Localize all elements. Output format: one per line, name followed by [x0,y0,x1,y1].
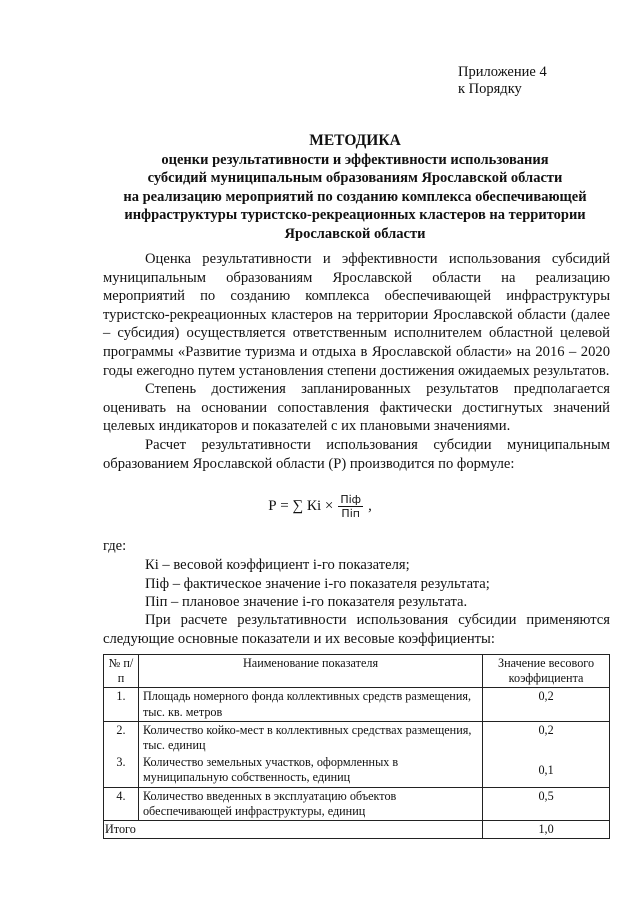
row-name: Площадь номерного фонда коллективных средств размещения, тыс. кв. метров [138,688,482,721]
header-name: Наименование показателя [138,655,482,688]
definition-pif: Піф – фактическое значение i-го показателя результата; [145,575,490,592]
header-number: № п/п [104,655,139,688]
row-name: Количество земельных участков, оформленных в муниципальную собственность, единиц [138,754,482,787]
paragraph-intro: Оценка результативности и эффективности использования субсидий муниципальным образованиям Ярославской области на реализацию мероприятий по созданию комплекса обеспечивающей инфраструктуры туристско-рекреационных кластеров на территории Ярославской области (далее – субсидия) осуществляется ответственным исполнителем областной целевой программы «Развитие туризма и отдыха в Ярославской области» на 2016 – 2020 годы ежегодно путем установления степени достижения ожидаемых результатов. [103,251,610,379]
table-row [104,688,610,721]
row-name: Количество койко-мест в коллективных средствах размещения, тыс. единиц [138,721,482,754]
title-line-1: оценки результативности и эффективности использования [161,151,549,168]
formula-fraction [338,493,363,520]
table-header-row [104,655,610,688]
paragraph-indicators: При расчете результативности использования субсидии применяются следующие основные показатели и их весовые коэффициенты: [103,612,610,647]
document-title [100,132,610,244]
row-name: Количество введенных в эксплуатацию объектов обеспечивающей инфраструктуры, единиц [138,787,482,820]
title-line-4: инфраструктуры туристско-рекреационных кластеров на территории [124,207,586,224]
body-text [103,250,610,473]
header-coefficient: Значение весового коэффициента [483,655,610,688]
table-row [104,721,610,754]
title-line-5: Ярославской области [284,225,426,242]
row-number: 2. [104,721,139,754]
formula [0,493,640,520]
table-total-row [104,821,610,839]
annex-label [458,64,547,98]
formula-denominator: Піп [341,507,360,520]
definitions [103,556,610,612]
indicators-table [103,654,610,839]
formula-numerator: Піф [340,493,362,506]
row-value: 0,1 [483,754,610,787]
row-number: 1. [104,688,139,721]
total-label: Итого [104,821,483,839]
table-row [104,754,610,787]
total-value: 1,0 [483,821,610,839]
row-number: 3. [104,754,139,787]
row-value: 0,2 [483,721,610,754]
formula-tail: , [368,498,372,514]
title-main: МЕТОДИКА [309,132,401,149]
title-line-2: субсидий муниципальным образованиям Ярославской области [147,170,563,187]
annex-line-1: Приложение 4 [458,64,547,80]
paragraph-indicators-wrap [103,611,610,648]
annex-line-2: к Порядку [458,81,522,97]
formula-lhs: Р = ∑ Кi × [268,498,334,514]
row-number: 4. [104,787,139,820]
definition-ki: Кi – весовой коэффициент i-го показателя; [145,557,410,573]
table-row [104,787,610,820]
row-value: 0,2 [483,688,610,721]
definition-pip: Піп – плановое значение i-го показателя результата. [145,594,468,611]
title-line-3: на реализацию мероприятий по созданию комплекса обеспечивающей [123,188,587,205]
row-value: 0,5 [483,787,610,820]
where-label: где: [103,538,127,554]
paragraph-degree: Степень достижения запланированных результатов предполагается оценивать на основании сопоставления фактически достигнутых значений целевых индикаторов и показателей с их плановыми значениями. [103,381,610,435]
paragraph-calc: Расчет результативности использования субсидии муниципальным образованием Ярославской области (Р) производится по формуле: [103,436,610,472]
